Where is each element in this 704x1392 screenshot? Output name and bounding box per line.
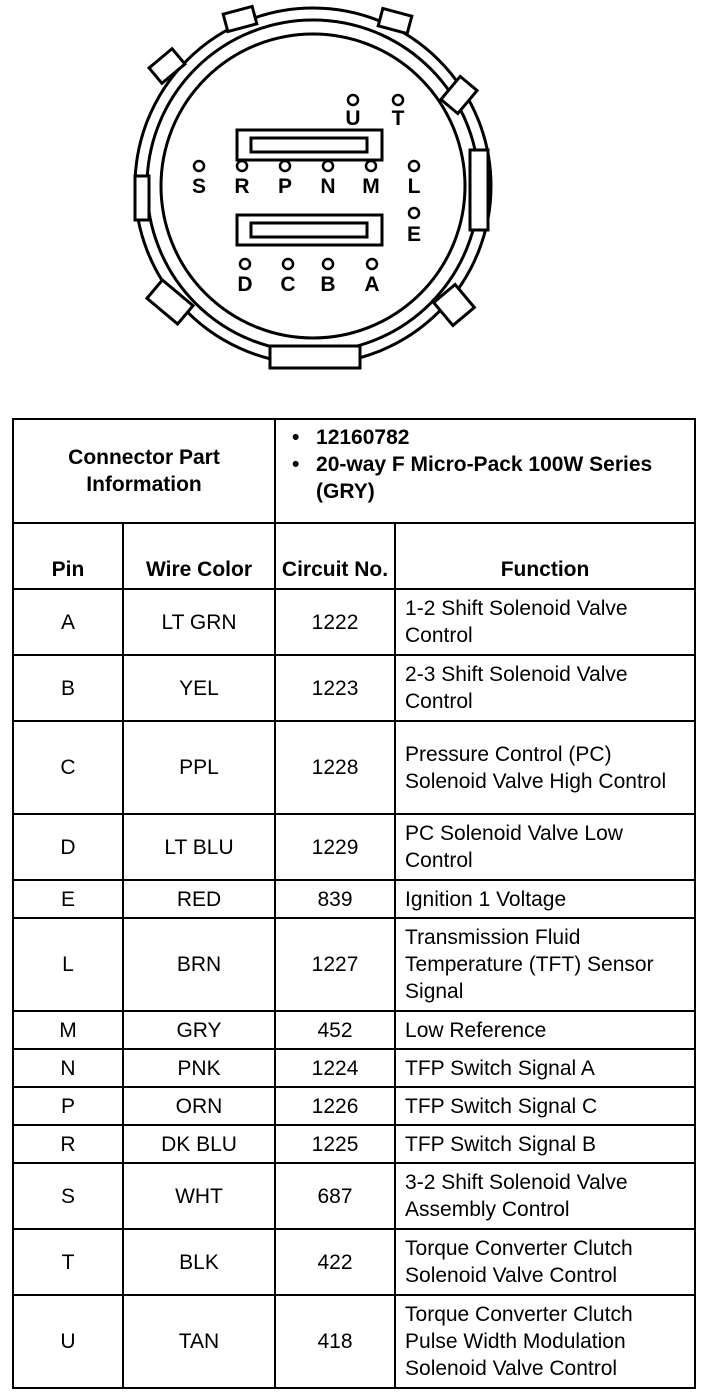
- pin-cell: D: [13, 814, 123, 880]
- function-cell: Torque Converter Clutch Pulse Width Modulation Solenoid Valve Control: [395, 1295, 695, 1388]
- latch-tab: [470, 150, 488, 230]
- function-cell: Ignition 1 Voltage: [395, 880, 695, 918]
- function-cell: 1-2 Shift Solenoid Valve Control: [395, 589, 695, 655]
- pin-label: M: [362, 175, 380, 198]
- function-cell: 2-3 Shift Solenoid Valve Control: [395, 655, 695, 721]
- function-cell: TFP Switch Signal C: [395, 1087, 695, 1125]
- pin-hole-c: [283, 259, 293, 269]
- connector-info-label: Connector Part Information: [13, 419, 275, 523]
- wire-color-cell: BRN: [123, 918, 275, 1011]
- latch-tab: [149, 49, 185, 84]
- upper-slot-outer: [237, 130, 382, 160]
- table-row: [13, 880, 695, 918]
- function-cell: Pressure Control (PC) Solenoid Valve High Control: [395, 721, 695, 814]
- pin-cell: T: [13, 1229, 123, 1295]
- wire-color-cell: DK BLU: [123, 1125, 275, 1163]
- function-header: Function: [395, 523, 695, 589]
- pin-label: A: [364, 273, 380, 296]
- circuit-cell: 422: [275, 1229, 395, 1295]
- pin-header: Pin: [13, 523, 123, 589]
- table-row: [13, 1049, 695, 1087]
- function-cell: TFP Switch Signal A: [395, 1049, 695, 1087]
- pin-hole-t: [393, 95, 403, 105]
- pin-cell: C: [13, 721, 123, 814]
- table-row: [13, 1011, 695, 1049]
- pin-hole-p: [280, 161, 290, 171]
- pin-hole-s: [194, 161, 204, 171]
- connector-description: • 20-way F Micro-Pack 100W Series (GRY): [316, 451, 686, 505]
- function-cell: PC Solenoid Valve Low Control: [395, 814, 695, 880]
- pin-label: L: [407, 175, 421, 198]
- connector-info-row: [13, 419, 695, 523]
- latch-tab: [378, 8, 412, 33]
- wire-color-header: Wire Color: [123, 523, 275, 589]
- circuit-cell: 1223: [275, 655, 395, 721]
- table-row: [13, 589, 695, 655]
- pin-hole-l: [409, 161, 419, 171]
- wire-color-cell: GRY: [123, 1011, 275, 1049]
- latch-tab: [147, 280, 193, 324]
- pin-label: T: [391, 107, 405, 130]
- pin-label: P: [277, 175, 293, 198]
- pin-hole-u: [348, 95, 358, 105]
- pin-cell: N: [13, 1049, 123, 1087]
- circuit-cell: 1224: [275, 1049, 395, 1087]
- header-row: [13, 523, 695, 589]
- table-row: [13, 1163, 695, 1229]
- table-row: [13, 1229, 695, 1295]
- connector-face-diagram: [0, 0, 704, 400]
- lower-slot-outer: [237, 215, 382, 245]
- circuit-cell: 1226: [275, 1087, 395, 1125]
- pin-cell: M: [13, 1011, 123, 1049]
- pin-hole-d: [240, 259, 250, 269]
- pin-label: R: [234, 175, 250, 198]
- pin-hole-a: [367, 259, 377, 269]
- wire-color-cell: TAN: [123, 1295, 275, 1388]
- pin-cell: U: [13, 1295, 123, 1388]
- pin-cell: R: [13, 1125, 123, 1163]
- wire-color-cell: ORN: [123, 1087, 275, 1125]
- pin-label: C: [280, 273, 296, 296]
- table-row: [13, 655, 695, 721]
- wire-color-cell: RED: [123, 880, 275, 918]
- pin-label: S: [191, 175, 207, 198]
- pin-cell: L: [13, 918, 123, 1011]
- function-cell: 3-2 Shift Solenoid Valve Assembly Control: [395, 1163, 695, 1229]
- function-cell: Low Reference: [395, 1011, 695, 1049]
- table-row: [13, 1087, 695, 1125]
- circuit-cell: 1228: [275, 721, 395, 814]
- circuit-cell: 418: [275, 1295, 395, 1388]
- table-row: [13, 918, 695, 1011]
- pin-hole-n: [323, 161, 333, 171]
- connector-face-svg: [0, 0, 704, 400]
- wire-color-cell: LT GRN: [123, 589, 275, 655]
- pin-cell: A: [13, 589, 123, 655]
- upper-slot-inner: [251, 138, 367, 152]
- latch-tab: [270, 346, 360, 368]
- pinout-table: [12, 418, 696, 1389]
- circuit-cell: 687: [275, 1163, 395, 1229]
- pin-cell: P: [13, 1087, 123, 1125]
- pin-label: D: [237, 273, 253, 296]
- circuit-cell: 1227: [275, 918, 395, 1011]
- circuit-cell: 1229: [275, 814, 395, 880]
- pin-label: U: [345, 107, 361, 130]
- pin-hole-r: [237, 161, 247, 171]
- wire-color-cell: LT BLU: [123, 814, 275, 880]
- pin-cell: S: [13, 1163, 123, 1229]
- function-cell: Transmission Fluid Temperature (TFT) Sensor Signal: [395, 918, 695, 1011]
- pin-cell: B: [13, 655, 123, 721]
- table-row: [13, 814, 695, 880]
- pin-hole-m: [366, 161, 376, 171]
- wire-color-cell: YEL: [123, 655, 275, 721]
- circuit-cell: 1222: [275, 589, 395, 655]
- pin-label: N: [320, 175, 336, 198]
- circuit-cell: 452: [275, 1011, 395, 1049]
- wire-color-cell: PNK: [123, 1049, 275, 1087]
- wire-color-cell: WHT: [123, 1163, 275, 1229]
- circuit-cell: 839: [275, 880, 395, 918]
- table-row: [13, 1295, 695, 1388]
- wire-color-cell: BLK: [123, 1229, 275, 1295]
- circuit-cell: 1225: [275, 1125, 395, 1163]
- function-cell: TFP Switch Signal B: [395, 1125, 695, 1163]
- latch-tab: [135, 176, 149, 220]
- table-row: [13, 721, 695, 814]
- pin-hole-e: [409, 208, 419, 218]
- pin-hole-b: [323, 259, 333, 269]
- lower-slot-inner: [251, 223, 367, 237]
- pin-cell: E: [13, 880, 123, 918]
- pin-label: B: [320, 273, 336, 296]
- circuit-no-header: Circuit No.: [275, 523, 395, 589]
- latch-tab: [434, 285, 475, 326]
- connector-info-list: [275, 419, 695, 523]
- part-number: • 12160782: [316, 424, 686, 451]
- wire-color-cell: PPL: [123, 721, 275, 814]
- pin-label: E: [406, 223, 422, 246]
- table-row: [13, 1125, 695, 1163]
- latch-tab: [223, 6, 257, 31]
- function-cell: Torque Converter Clutch Solenoid Valve Control: [395, 1229, 695, 1295]
